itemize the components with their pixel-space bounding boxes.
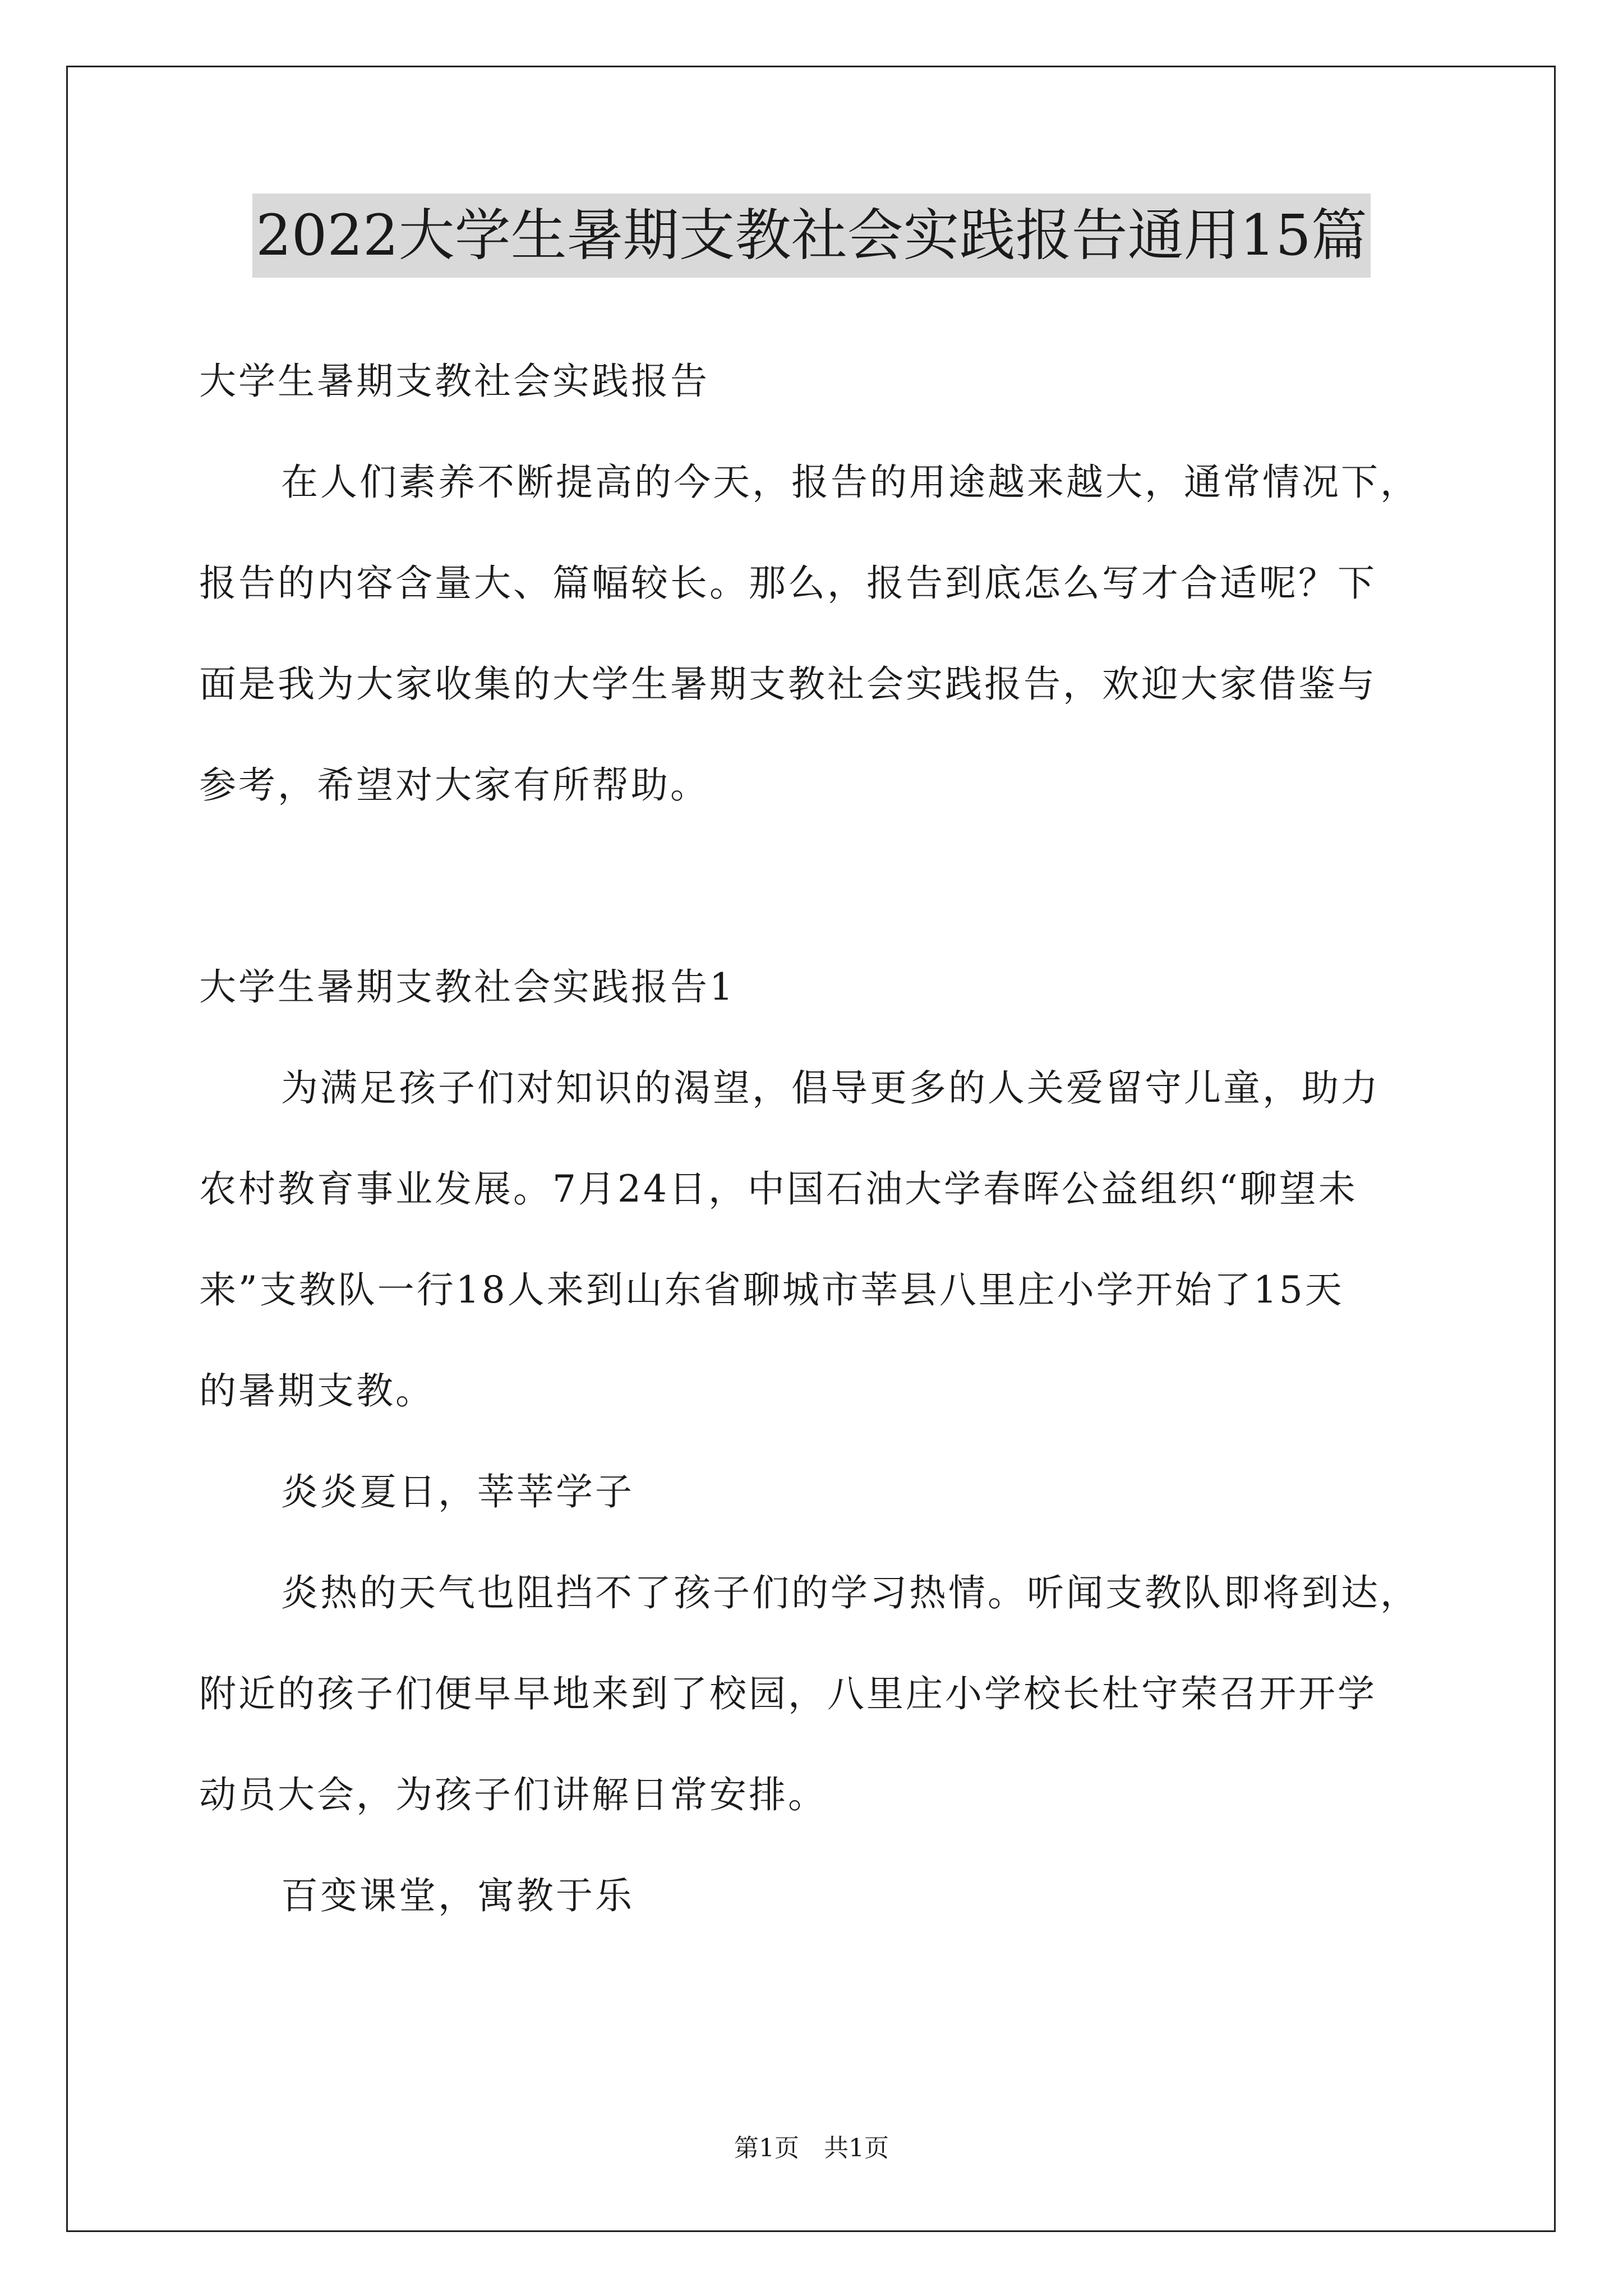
body-line: 附近的孩子们便早早地来到了校园，八里庄小学校长杜守荣召开开学 [199,1672,1377,1715]
body-line: 参考，希望对大家有所帮助。 [199,763,709,807]
body-line: 在人们素养不断提高的今天，报告的用途越来越大，通常情况下， [281,461,1419,504]
body-line: 大学生暑期支教社会实践报告 [199,360,709,403]
title-container [0,194,1623,278]
body-line: 炎热的天气也阻挡不了孩子们的学习热情。听闻支教队即将到达， [281,1571,1419,1614]
document-body [199,331,1461,1947]
body-line: 为满足孩子们对知识的渴望，倡导更多的人关爱留守儿童，助力 [281,1066,1380,1110]
subheading-line: 百变课堂，寓教于乐 [281,1874,634,1917]
paragraph-gap [199,836,1461,937]
body-line: 报告的内容含量大、篇幅较长。那么，报告到底怎么写才合适呢？下 [199,562,1377,605]
body-line: 农村教育事业发展。7月24日，中国石油大学春晖公益组织“聊望未 [199,1167,1358,1211]
document-title: 2022大学生暑期支教社会实践报告通用15篇 [252,194,1371,278]
page-footer [0,2132,1623,2165]
section-heading: 大学生暑期支教社会实践报告1 [199,965,735,1009]
page-number-label: 第1页 共1页 [734,2134,889,2162]
subheading-line: 炎炎夏日，莘莘学子 [281,1470,634,1513]
body-line: 的暑期支教。 [199,1369,435,1412]
body-line: 动员大会，为孩子们讲解日常安排。 [199,1773,827,1816]
body-line: 来”支教队一行18人来到山东省聊城市莘县八里庄小学开始了15天 [199,1268,1344,1312]
body-line: 面是我为大家收集的大学生暑期支教社会实践报告，欢迎大家借鉴与 [199,662,1377,706]
